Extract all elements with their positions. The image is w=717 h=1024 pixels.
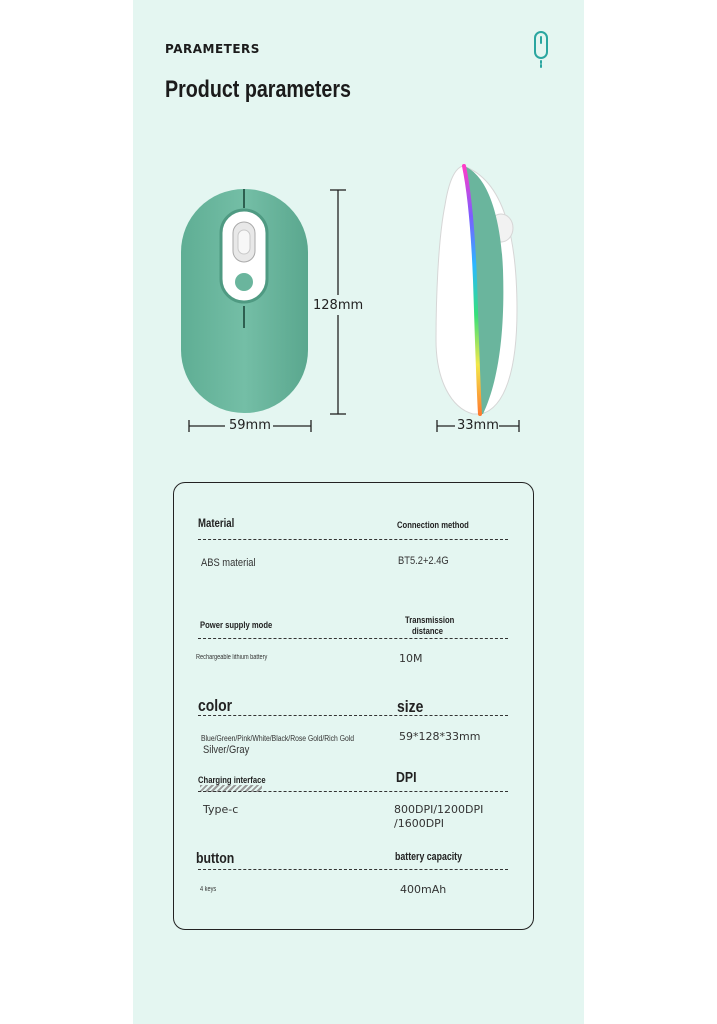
divider (198, 869, 508, 870)
height-label: 33mm (457, 418, 499, 433)
mouse-illustrations (133, 150, 584, 450)
mouse-side-view (436, 166, 517, 414)
divider (198, 539, 508, 540)
size-value: 59*128*33mm (399, 730, 481, 743)
button-label: button (196, 850, 235, 867)
connection-value: BT5.2+2.4G (398, 555, 449, 567)
dpi-value-line1: 800DPI/1200DPI (394, 803, 484, 816)
mouse-top-view (181, 189, 308, 413)
section-label: PARAMETERS (165, 42, 260, 56)
transmission-label-line1: Transmission (405, 615, 455, 625)
dpi-label: DPI (396, 769, 417, 786)
connection-label: Connection method (397, 520, 469, 530)
material-value: ABS material (201, 557, 256, 569)
transmission-value: 10M (399, 652, 423, 665)
divider (198, 715, 508, 716)
mouse-icon (531, 30, 553, 70)
color-value-line1: Blue/Green/Pink/White/Black/Rose Gold/Rich Gold (201, 733, 355, 743)
size-label: size (397, 697, 424, 716)
width-label: 59mm (229, 418, 271, 433)
page-title: Product parameters (165, 76, 351, 103)
battery-label: battery capacity (395, 851, 463, 863)
transmission-label-line2: distance (412, 626, 444, 636)
specs-card (173, 482, 534, 930)
dpi-value-line2: /1600DPI (394, 817, 445, 830)
color-label: color (198, 696, 233, 715)
length-label: 128mm (313, 298, 364, 313)
charging-value: Type-c (203, 803, 239, 816)
power-value: Rechargeable lithium battery (196, 654, 268, 661)
divider (198, 791, 508, 792)
material-label: Material (198, 516, 235, 530)
divider (198, 638, 508, 639)
button-value: 4 keys (200, 886, 217, 893)
power-label: Power supply mode (200, 620, 273, 630)
battery-value: 400mAh (400, 883, 447, 896)
color-value-line2: Silver/Gray (203, 744, 250, 756)
parameters-panel (133, 0, 584, 1024)
charging-label: Charging interface (198, 775, 266, 785)
